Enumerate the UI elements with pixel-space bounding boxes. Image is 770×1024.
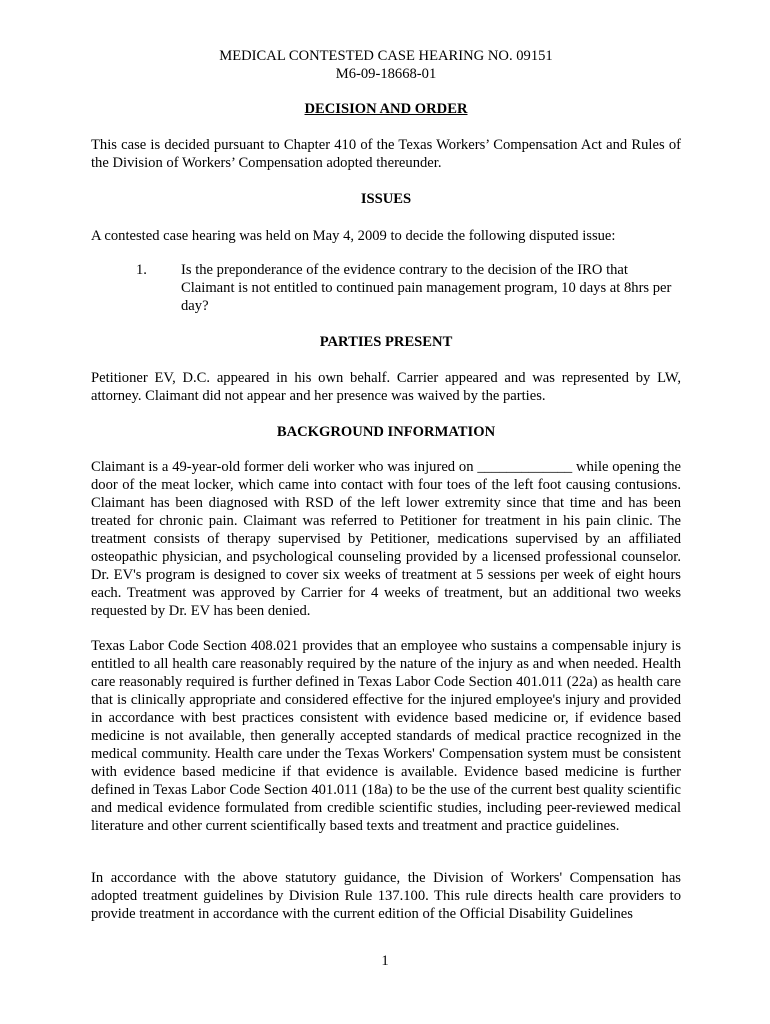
- case-header: [91, 47, 681, 83]
- page-number: 1: [381, 953, 389, 969]
- issue-item: [91, 261, 681, 315]
- background-heading: BACKGROUND INFORMATION: [276, 424, 496, 440]
- background-paragraph-2: Texas Labor Code Section 408.021 provides that an employee who sustains a compensable injury is entitled to all health care reasonably required by the nature of the injury as and when needed. Health care reasonably required is further defined in Texas Labor Code Section 401.011 (22a) as health care that is clinically appropriate and considered effective for the injured employee's injury and provided in accordance with best practices consistent with evidence based medicine or, if evidence based medicine is not available, then generally accepted standards of medical practice recognized in the medical community. Health care under the Texas Workers' Compensation system must be consistent with evidence based medicine if that evidence is available. Evidence based medicine is further defined in Texas Labor Code Section 401.011 (18a) to be the use of the current best quality scientific and medical evidence formulated from credible scientific studies, including peer-reviewed medical literature and other current scientifically based texts and treatment and practice guidelines.: [91, 638, 681, 834]
- background-paragraph-1: Claimant is a 49-year-old former deli worker who was injured on _____________ while opening the door of the meat locker, which came into contact with four toes of the left foot causing contusions. Claimant has been diagnosed with RSD of the left lower extremity since that time and has been treated for chronic pain. Claimant was referred to Petitioner for treatment in his pain clinic. The treatment consists of therapy supervised by Petitioner, medications supervised by an affiliated osteopathic physician, and psychological counseling provided by a licensed professional counselor. Dr. EV's program is designed to cover six weeks of treatment at 5 sessions per week of eight hours each. Treatment was approved by Carrier for 4 weeks of treatment, but an additional two weeks requested by Dr. EV has been denied.: [91, 459, 681, 619]
- docket-number: M6-09-18668-01: [335, 66, 437, 82]
- case-number: MEDICAL CONTESTED CASE HEARING NO. 09151: [219, 48, 553, 64]
- document-title: DECISION AND ORDER: [304, 101, 468, 117]
- issue-number: 1.: [136, 262, 147, 278]
- parties-heading: PARTIES PRESENT: [319, 334, 453, 350]
- issue-text: Is the preponderance of the evidence contrary to the decision of the IRO that Claimant is not entitled to continued pain management program, 10 days at 8hrs per day?: [181, 262, 672, 314]
- intro-paragraph: This case is decided pursuant to Chapter 410 of the Texas Workers’ Compensation Act and Rules of the Division of Workers’ Compensation adopted thereunder.: [91, 137, 681, 171]
- background-paragraph-3: In accordance with the above statutory guidance, the Division of Workers' Compensation has adopted treatment guidelines by Division Rule 137.100. This rule directs health care providers to provide treatment in accordance with the current edition of the Official Disability Guidelines: [91, 870, 681, 922]
- parties-paragraph: Petitioner EV, D.C. appeared in his own behalf. Carrier appeared and was represented by LW, attorney. Claimant did not appear and her presence was waived by the parties.: [91, 370, 681, 404]
- issues-heading: ISSUES: [360, 191, 412, 207]
- issues-lead: A contested case hearing was held on May 4, 2009 to decide the following disputed issue:: [91, 228, 616, 244]
